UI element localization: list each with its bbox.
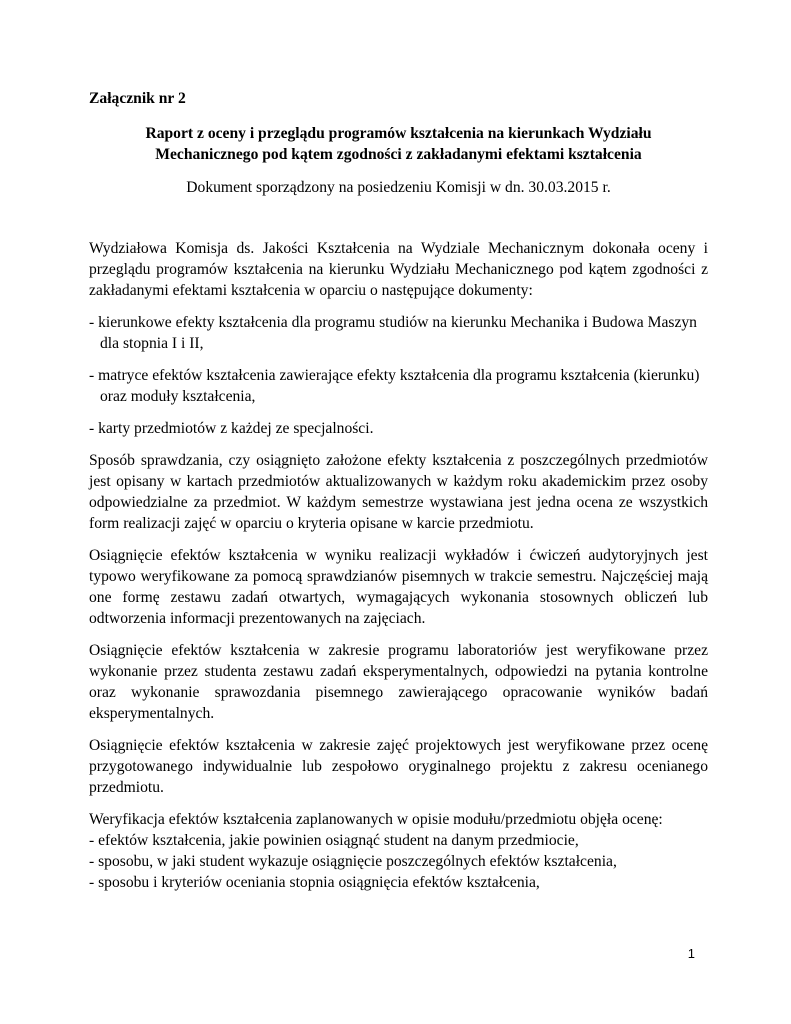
intro-paragraph: Wydziałowa Komisja ds. Jakości Kształcenia na Wydziale Mechanicznym dokonała oceny i przeglądu programów kształcenia na kierunku Wydziału Mechanicznego pod kątem zgodności z zakładanymi efektami kształcenia w oparciu o następujące dokumenty:: [89, 240, 708, 299]
body-paragraph: Sposób sprawdzania, czy osiągnięto założone efekty kształcenia z poszczególnych przedmiotów jest opisany w kartach przedmiotów aktualizowanych w każdym roku akademickim przez osoby odpowiedzialne za przedmiot. W każdym semestrze wystawiana jest jedna ocena ze wszystkich form realizacji zajęć w oparciu o kryteria opisane w karcie przedmiotu.: [89, 452, 708, 532]
document-list-item: - matryce efektów kształcenia zawierające efekty kształcenia dla programu kształcenia (kierunku) oraz moduły kształcenia,: [89, 367, 700, 405]
body-paragraph: Osiągnięcie efektów kształcenia w zakresie zajęć projektowych jest weryfikowane przez ocenę przygotowanego indywidualnie lub zespołowo oryginalnego projektu z zakresu ocenianego przedmiotu.: [89, 737, 708, 796]
report-title: [89, 123, 708, 165]
document-list-item: - karty przedmiotów z każdej ze specjalności.: [89, 420, 374, 437]
body-paragraph: Osiągnięcie efektów kształcenia w wyniku realizacji wykładów i ćwiczeń audytoryjnych jest typowo weryfikowane za pomocą sprawdzianów pisemnych w trakcie semestru. Najczęściej mają one formę zestawu zadań otwartych, wymagających wykonania stosownych obliczeń lub odtworzenia informacji prezentowanych na zajęciach.: [89, 547, 708, 627]
verification-item: - sposobu, w jaki student wykazuje osiągnięcie poszczególnych efektów kształcenia,: [89, 853, 617, 870]
report-title-line-1: Raport z oceny i przeglądu programów kształcenia na kierunkach Wydziału: [145, 125, 652, 142]
body-paragraph: Osiągnięcie efektów kształcenia w zakresie programu laboratoriów jest weryfikowane przez wykonanie przez studenta zestawu zadań eksperymentalnych, odpowiedzi na pytania kontrolne oraz wykonanie sprawozdania pisemnego zawierającego opracowanie wyników badań eksperymentalnych.: [89, 642, 708, 722]
document-subtitle: Dokument sporządzony na posiedzeniu Komisji w dn. 30.03.2015 r.: [186, 179, 611, 196]
report-title-line-2: Mechanicznego pod kątem zgodności z zakładanymi efektami kształcenia: [155, 146, 642, 163]
document-list-item: - kierunkowe efekty kształcenia dla programu studiów na kierunku Mechanika i Budowa Maszyn dla stopnia I i II,: [89, 314, 697, 352]
verification-lead: Weryfikacja efektów kształcenia zaplanowanych w opisie modułu/przedmiotu objęła ocenę:: [89, 811, 663, 828]
annex-heading: Załącznik nr 2: [89, 90, 186, 107]
document-page: [89, 88, 708, 893]
verification-block: [89, 809, 708, 893]
page-number: 1: [687, 946, 695, 961]
verification-item: - efektów kształcenia, jakie powinien osiągnąć student na danym przedmiocie,: [89, 832, 579, 849]
verification-item: - sposobu i kryteriów oceniania stopnia osiągnięcia efektów kształcenia,: [89, 874, 540, 891]
